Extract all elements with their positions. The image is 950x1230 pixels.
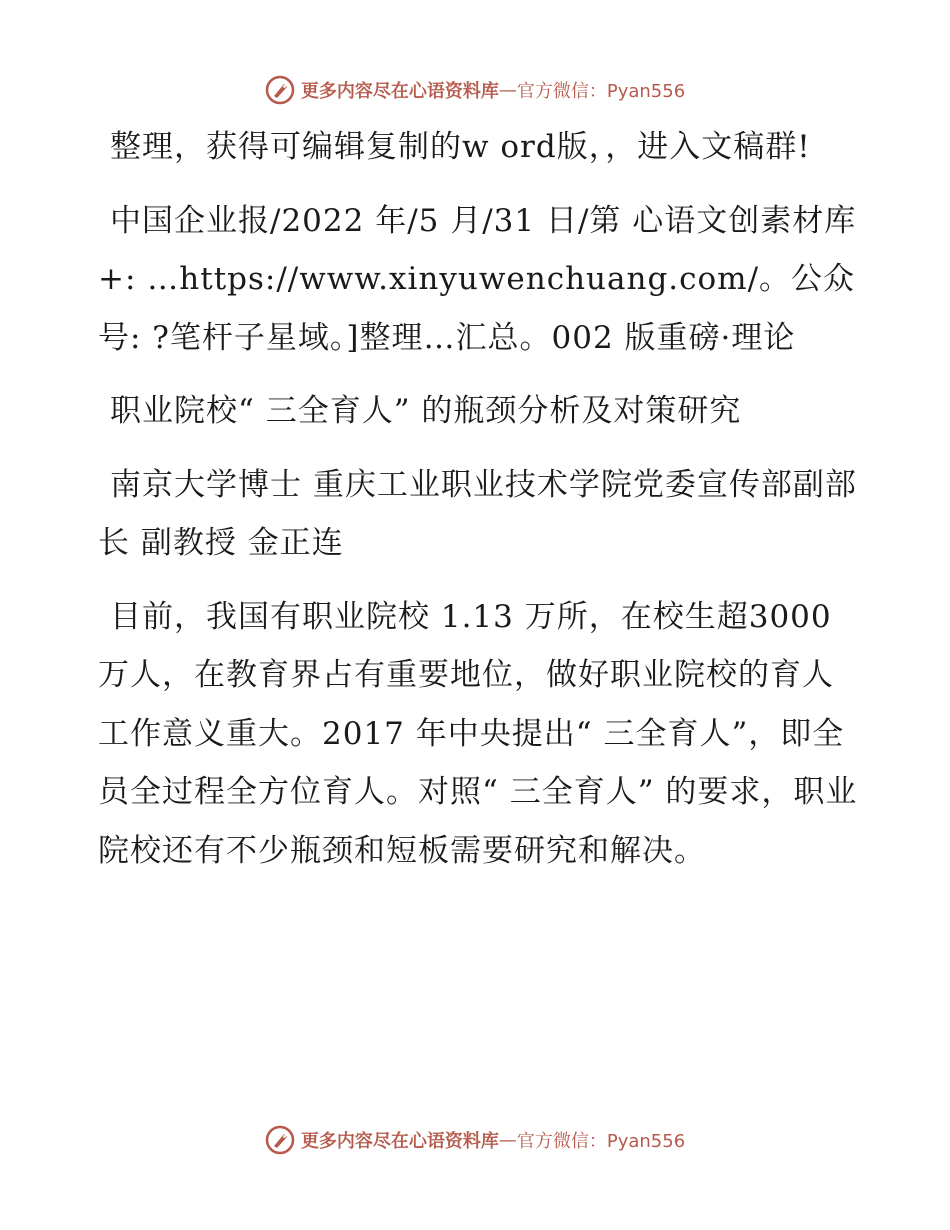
intro-paragraph: 整理，获得可编辑复制的w ord版，，进入文稿群!: [110, 129, 811, 165]
banner-site-text: 更多内容尽在心语资料库: [300, 81, 499, 102]
author-line: 南京大学博士 重庆工业职业技术学院党委宣传部副部长 副教授 金正连: [98, 466, 857, 561]
document-body: [98, 118, 858, 895]
banner-separator: —: [498, 1129, 517, 1151]
source-paragraph: 中国企业报/2022 年/5 月/31 日/第 心语文创素材库+: …https://www.xinyuwenchuang.com/。公众号: ?笔杆子星域。]整理…汇总。002 版重磅·理论: [98, 202, 857, 356]
banner-site-text: 更多内容尽在心语资料库: [300, 1131, 499, 1152]
footer-watermark-banner: [0, 1120, 950, 1160]
pen-nib-logo-icon: [265, 1125, 295, 1155]
pen-nib-logo-icon: [265, 75, 295, 105]
banner-contact-text: 官方微信：Pyan556: [516, 81, 686, 102]
banner-contact-text: 官方微信：Pyan556: [516, 1131, 686, 1152]
article-title: 职业院校“ 三全育人” 的瓶颈分析及对策研究: [110, 393, 742, 429]
body-paragraph: 目前，我国有职业院校 1.13 万所，在校生超3000 万人，在教育界占有重要地位，做好职业院校的育人工作意义重大。2017 年中央提出“ 三全育人”，即全员全过程全方位育人。对照“ 三全育人” 的要求，职业院校还有不少瓶颈和短板需要研究和解决。: [98, 598, 858, 869]
header-watermark-banner: [0, 70, 950, 110]
banner-separator: —: [498, 79, 517, 101]
